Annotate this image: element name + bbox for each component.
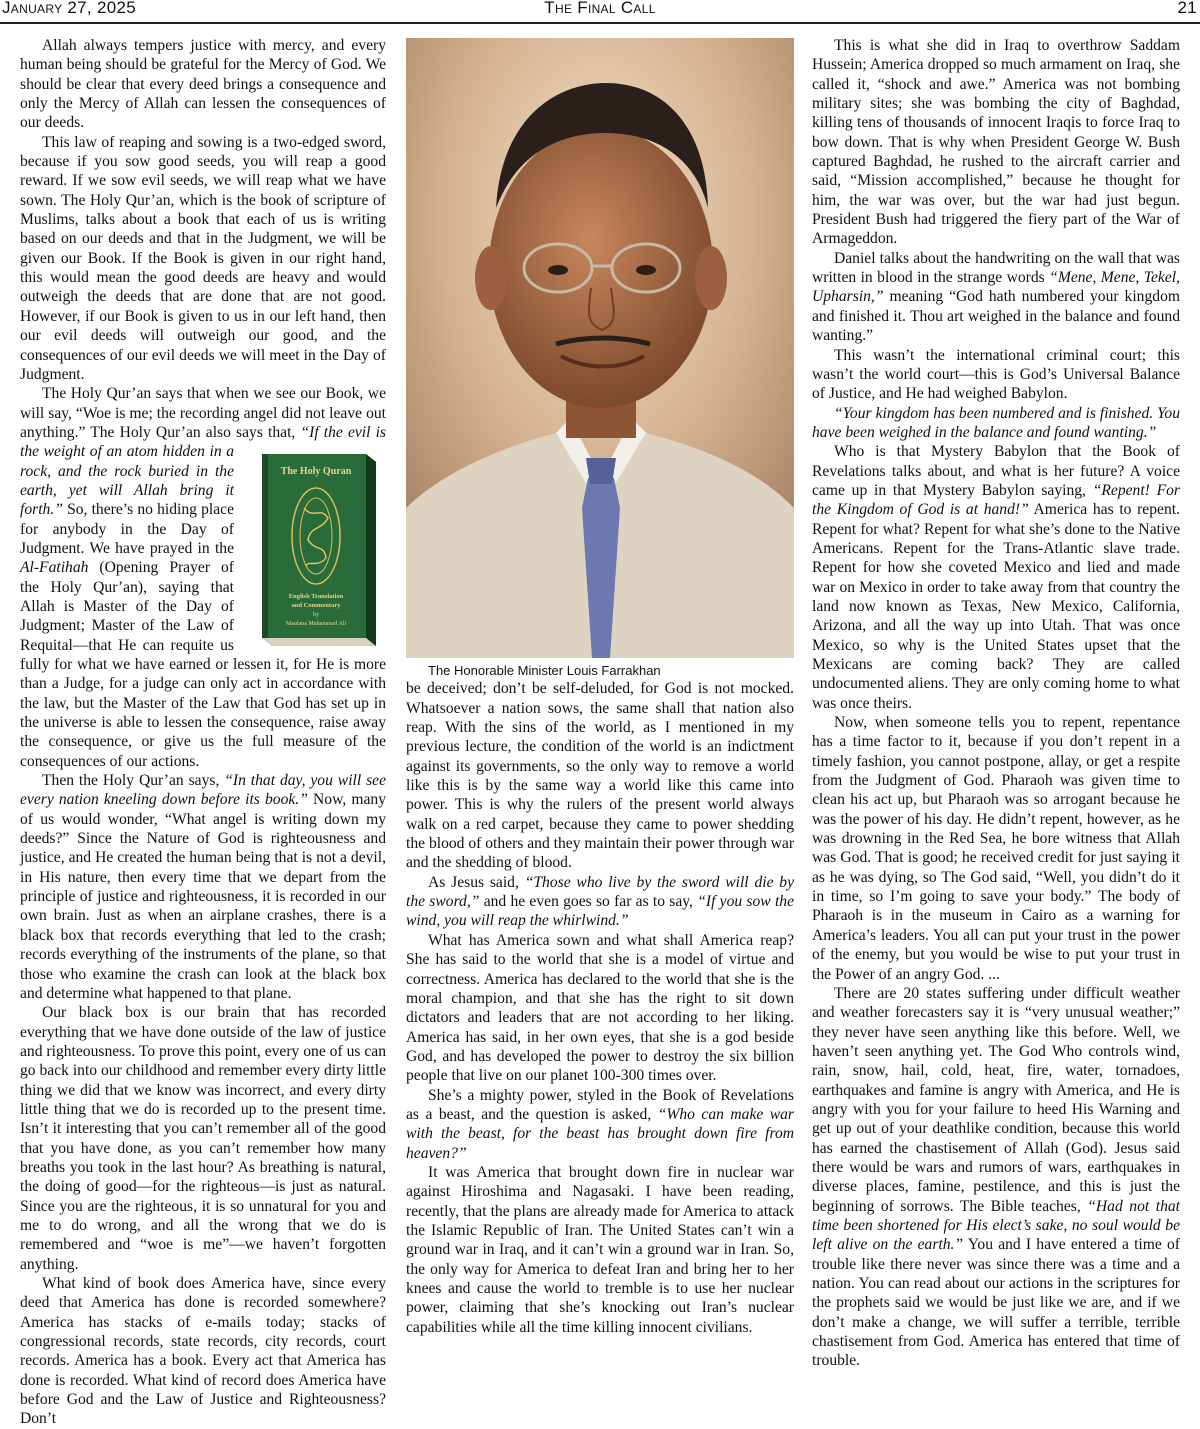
paragraph: Our black box is our brain that has recorded everything that we have done outside of the law of justice and righteousness. To prove this point, every one of us can go back into our childhood and remember every dirty little thing we did that we know was incorrect, and every dirty little thing that we do is recorded up to the present time. Isn’t it interesting that you can’t remember all of the good that you have done, as you can’t remember how many breaths you took in the last hour? As breathing is natural, the doing of good—for the righteous—is just as natural. Since you are the righteous, it is so unnatural for you and me to do wrong, and all the wrong that we do is remembered and “woe is me”—we haven’t forgotten anything. [20,1004,386,1273]
book-subtitle-1: English Translation [288,593,344,601]
publication-name: The Final Call [544,0,656,17]
paragraph: She’s a mighty power, styled in the Book of Revelations as a beast, and the question is asked, “Who can make war with the beast, for the beast has brought down fire from heaven?” [406,1086,795,1162]
holy-quran-book-image [244,448,386,648]
paragraph: As Jesus said, “Those who live by the sword will die by the sword,” and he even goes so far as to say, “If you sow the wind, you will reap the whirlwind.” [406,873,795,930]
article-column-3 [812,36,1180,1371]
issue-date: January 27, 2025 [2,0,136,17]
paragraph: Who is that Mystery Babylon that the Book of Revelations talks about, and what is her future? A voice came up in that Mystery Babylon saying, “Repent! For the Kingdom of God is at hand!” America has to repent. Repent for what? Repent for what she’s done to the Native Americans. Repent for the Trans-Atlantic slave trade. Repent for how she coveted Mexico and lied and made war on Mexico in order to take away from that country the land now known as Texas, New Mexico, California, Arizona, and all the way up into Utah. That was once Mexico, so why is the United States upset that the Mexicans are coming back? They are called undocumented aliens. They are only coming home to what was once theirs. [812,443,1181,712]
book-title: The Holy Quran [280,466,352,478]
book-author: Maulana Muhammad Ali [285,621,347,628]
photo-caption: The Honorable Minister Louis Farrakhan [428,663,661,679]
book-subtitle-2: and Commentary [291,602,341,610]
article-column-2 [406,38,794,1337]
paragraph: There are 20 states suffering under difficult weather and weather forecasters say it is “very unusual weather;” they never have seen anything like this before. Well, we haven’t seen anything yet. The God Who controls wind, rain, snow, hail, cold, heat, fire, water, tornadoes, earthquakes and famine is angry with America, and He is angry with you for your failure to heed His Warning and get up out of your deathlike condition, because this world has earned the chastisement of Allah (God). Jesus said there would be wars and rumors of wars, earthquakes in diverse places, famine, pestilence, and this is just the beginning of sorrows. The Bible teaches, “Had not that time been shortened for His elect’s sake, no soul would be left alive on the earth.” You and I have entered a time of trouble like there never was since there was a time and a nation. You can read about our actions in the scriptures for the prophets said we would be just like we are, and if we don’t make a change, we will suffer a terrible, terrible chastisement from God. America has entered that time of trouble. [812,984,1180,1370]
paragraph: be deceived; don’t be self-deluded, for God is not mocked. Whatsoever a nation sows, the same shall that nation also reap. With the sins of the world, as I mentioned in my previous lecture, the condition of the world is an indictment against its governments, so the only way to remove a world like this is by the same way a world like this came into power. This is why the rulers of the present world always walk on a red carpet, because they came to power shedding the blood of others and they maintain their power through war and the shedding of blood. [406,680,795,872]
page-header [0,0,1200,24]
paragraph: This wasn’t the international criminal court; this wasn’t the world court—this is God’s Universal Balance of Justice, and He had weighed Babylon. [812,346,1180,403]
paragraph: What has America sown and what shall America reap? She has said to the world that she is a model of virtue and correctness. America has declared to the world that she is the moral champion, and that she has the right to sit down dictators and leaders that are not according to her liking. America has said, in her own eyes, that she is a god beside God, and has developed the power to destroy the six billion people that live on our planet 100-300 times over. [406,931,794,1085]
paragraph: This is what she did in Iraq to overthrow Saddam Hussein; America dropped so much armament on Iraq, she called it, “shock and awe.” America was not bombing military sites; she was bombing the city of Baghdad, killing tens of thousands of innocent Iraqis to force Iraq to bow down. That is why when President George W. Bush captured Baghdad, he rushed to the aircraft carrier and said, “Mission accomplished,” because he thought for him, the war was over, but the war had just begun. President Bush had triggered the fiery part of the War of Armageddon. [812,37,1180,248]
paragraph: It was America that brought down fire in nuclear war against Hiroshima and Nagasaki. I have been reading, recently, that the plans are already made for America to attack the Islamic Republic of Iran. The United States can’t win a ground war in Iraq, and it can’t win a ground war in Iran. So, the only way for America to defeat Iran and bring her to her knees and cause the world to tremble is to use her nuclear power, claiming that she’s knocking out Iran’s nuclear capabilities while all the time killing innocent civilians. [406,1163,794,1336]
paragraph: Then the Holy Qur’an says, “In that day, you will see every nation kneeling down before its book.” Now, many of us would wonder, “What angel is writing down my deeds?” Since the Nature of God is righteousness and justice, and He created the human being that is not a devil, in His nature, then every time that we depart from the principle of justice and righteousness, it is recorded in our own brain. Just as when an airplane crashes, there is a black box that records everything that led to the crash; records everything of the instruments of the plane, so that those who examine the crash can look at the black box and determine what happened to that plane. [20,772,387,1002]
paragraph: This law of reaping and sowing is a two-edged sword, because if you sow good seeds, you will reap a good reward. If we sow evil seeds, we will reap what we have sown. The Holy Qur’an, which is the book of scripture of Muslims, talks about a book that each of us is writing based on our deeds and that in the Judgment, we will be given our Book. If the Book is given in our right hand, this would mean the good deeds are heavy and would outweigh the deeds that are done that are not good. However, if our Book is given to us in our left hand, then our evil deeds will outweigh our good, and the consequences of our evil deeds we will meet in the Day of Judgment. [20,133,386,383]
paragraph: The Holy Qur’an says that when we see our Book, we will say, “Woe is me; the recording angel did not leave out anything.” The Holy Qur’an also says that, The Holy Quran English Translation and Commentary by Maulana Muhammad Ali “If the evil is the weight of an atom hidden in a rock, and the rock buried in the earth, yet will Allah bring it forth.” So, there’s no hiding place for anybody in the Day of Judgment. We have prayed in the Al-Fatihah (Opening Prayer of the Holy Qur’an), saying that Allah is Master of the Day of Judgment; Master of the Law of Requital—that He can requite us fully for what we have earned or lessen it, for He is more than a Judge, for a judge can only act in accordance with the law, but the Master of the Law that God has set up in the universe is able to lessen the consequence, raise away the consequence, or give us the full measure of the consequences of our actions. [20,385,386,770]
article-column-1 [20,36,386,1429]
paragraph: What kind of book does America have, since every deed that America has done is recorded somewhere? America has stacks of e-mails today; stacks of congressional records, state records, city records, court records. America has a book. Every act that America has done is recorded. What kind of record does America have before God and the Law of Justice and Righteousness? Don’t [20,1275,386,1428]
page-number: 21 [1177,0,1197,17]
paragraph: Allah always tempers justice with mercy, and every human being should be grateful for the Mercy of God. We should be clear that every deed brings a consequence and only the Mercy of Allah can lessen the consequences of our deeds. [20,37,386,132]
portrait-photo [406,38,794,658]
paragraph: “Your kingdom has been numbered and is finished. You have been weighed in the balance and found wanting.” [812,404,1180,441]
paragraph: Daniel talks about the handwriting on the wall that was written in blood in the strange words “Mene, Mene, Tekel, Upharsin,” meaning “God hath numbered your kingdom and finished it. Thou art weighed in the balance and found wanting.” [812,249,1180,345]
paragraph: Now, when someone tells you to repent, repentance has a time factor to it, because if you don’t repent in a timely fashion, you cannot postpone, allay, or get a respite from the Judgment of God. Pharaoh was given time to clean his act up, but Pharaoh was so arrogant because he was the power of his day. He didn’t repent, however, as he was drowning in the Red Sea, he bore witness that Allah was God. That is good; he received credit for just saying it as he was dying, so The God said, “Well, you didn’t do it in time, so I’m going to save your body.” The body of Pharaoh is in the museum in Cairo as a warning for America’s leaders. You all can put your trust in the power of the enemy, but you would be wise to put your trust in the Power of an angry God. ... [812,714,1180,983]
book-by: by [313,612,319,619]
